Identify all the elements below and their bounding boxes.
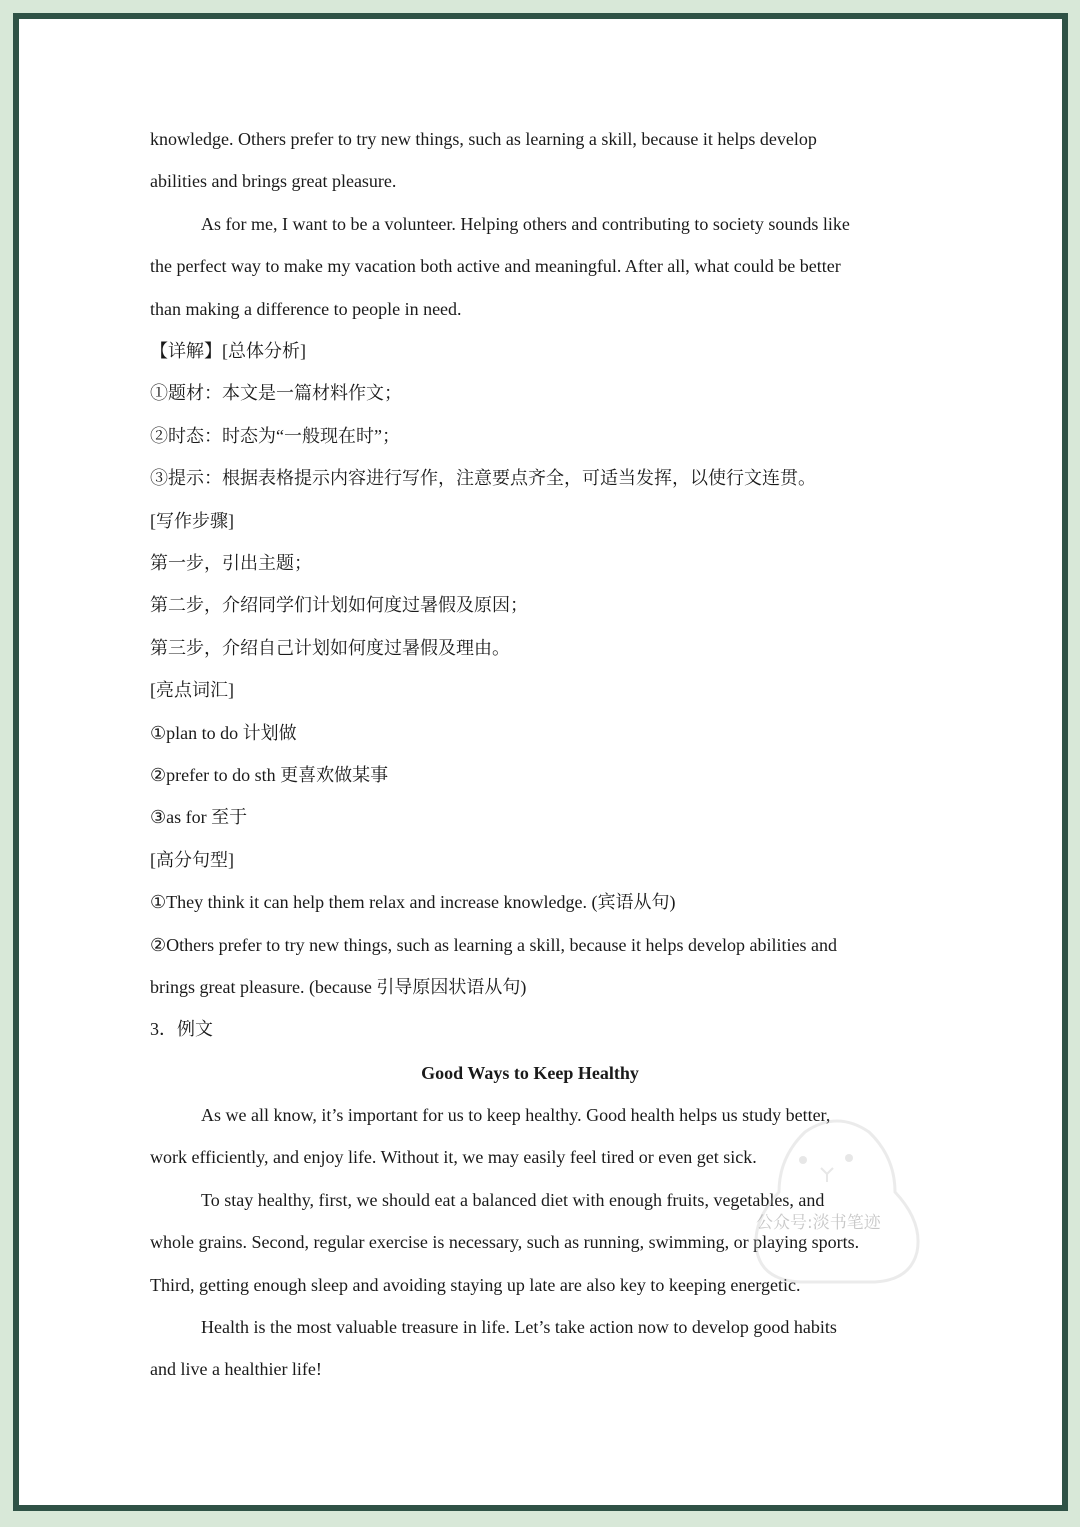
text-line: Third, getting enough sleep and avoiding staying up late are also key to keeping energetic. <box>150 1275 801 1295</box>
bear-mascot-icon <box>745 1112 930 1287</box>
paragraph-line: As for me, I want to be a volunteer. Helping others and contributing to society sounds like <box>201 214 850 234</box>
text-line: abilities and brings great pleasure. <box>150 171 397 191</box>
text-line: and live a healthier life! <box>150 1359 322 1379</box>
vocab-item: ②prefer to do sth 更喜欢做某事 <box>150 765 389 785</box>
section-heading: 【详解】[总体分析] <box>150 341 306 361</box>
paragraph-line: To stay healthy, first, we should eat a balanced diet with enough fruits, vegetables, and <box>201 1190 825 1210</box>
section-heading: [写作步骤] <box>150 511 234 531</box>
watermark-text: 公众号:淡书笔迹 <box>756 1213 881 1233</box>
text-line: brings great pleasure. (because 引导原因状语从句) <box>150 977 527 997</box>
analysis-item: ③提示：根据表格提示内容进行写作，注意要点齐全，可适当发挥，以使行文连贯。 <box>150 468 816 488</box>
section-heading: [高分句型] <box>150 850 234 870</box>
sentence-item: ①They think it can help them relax and increase knowledge. (宾语从句) <box>150 892 676 912</box>
text-line: whole grains. Second, regular exercise is necessary, such as running, swimming, or playing sports. <box>150 1232 860 1252</box>
paragraph-line: Health is the most valuable treasure in life. Let’s take action now to develop good habits <box>201 1317 837 1337</box>
paragraph-line: As we all know, it’s important for us to keep healthy. Good health helps us study better, <box>201 1105 831 1125</box>
text-line: work efficiently, and enjoy life. Without it, we may easily feel tired or even get sick. <box>150 1147 757 1167</box>
text-line: knowledge. Others prefer to try new things, such as learning a skill, because it helps develop <box>150 129 817 149</box>
vocab-item: ③as for 至于 <box>150 807 248 827</box>
section-heading: [亮点词汇] <box>150 680 234 700</box>
essay-title: Good Ways to Keep Healthy <box>421 1063 639 1083</box>
analysis-item: ①题材：本文是一篇材料作文； <box>150 383 402 403</box>
analysis-item: ②时态：时态为“一般现在时”； <box>150 426 400 446</box>
step-item: 第二步，介绍同学们计划如何度过暑假及原因； <box>150 595 528 615</box>
sentence-item: ②Others prefer to try new things, such as learning a skill, because it helps develop abilities and <box>150 935 837 955</box>
text-line: than making a difference to people in need. <box>150 299 462 319</box>
section-heading: 3．例文 <box>150 1019 213 1039</box>
step-item: 第三步，介绍自己计划如何度过暑假及理由。 <box>150 638 510 658</box>
text-line: the perfect way to make my vacation both active and meaningful. After all, what could be better <box>150 256 841 276</box>
vocab-item: ①plan to do 计划做 <box>150 723 297 743</box>
step-item: 第一步，引出主题； <box>150 553 312 573</box>
